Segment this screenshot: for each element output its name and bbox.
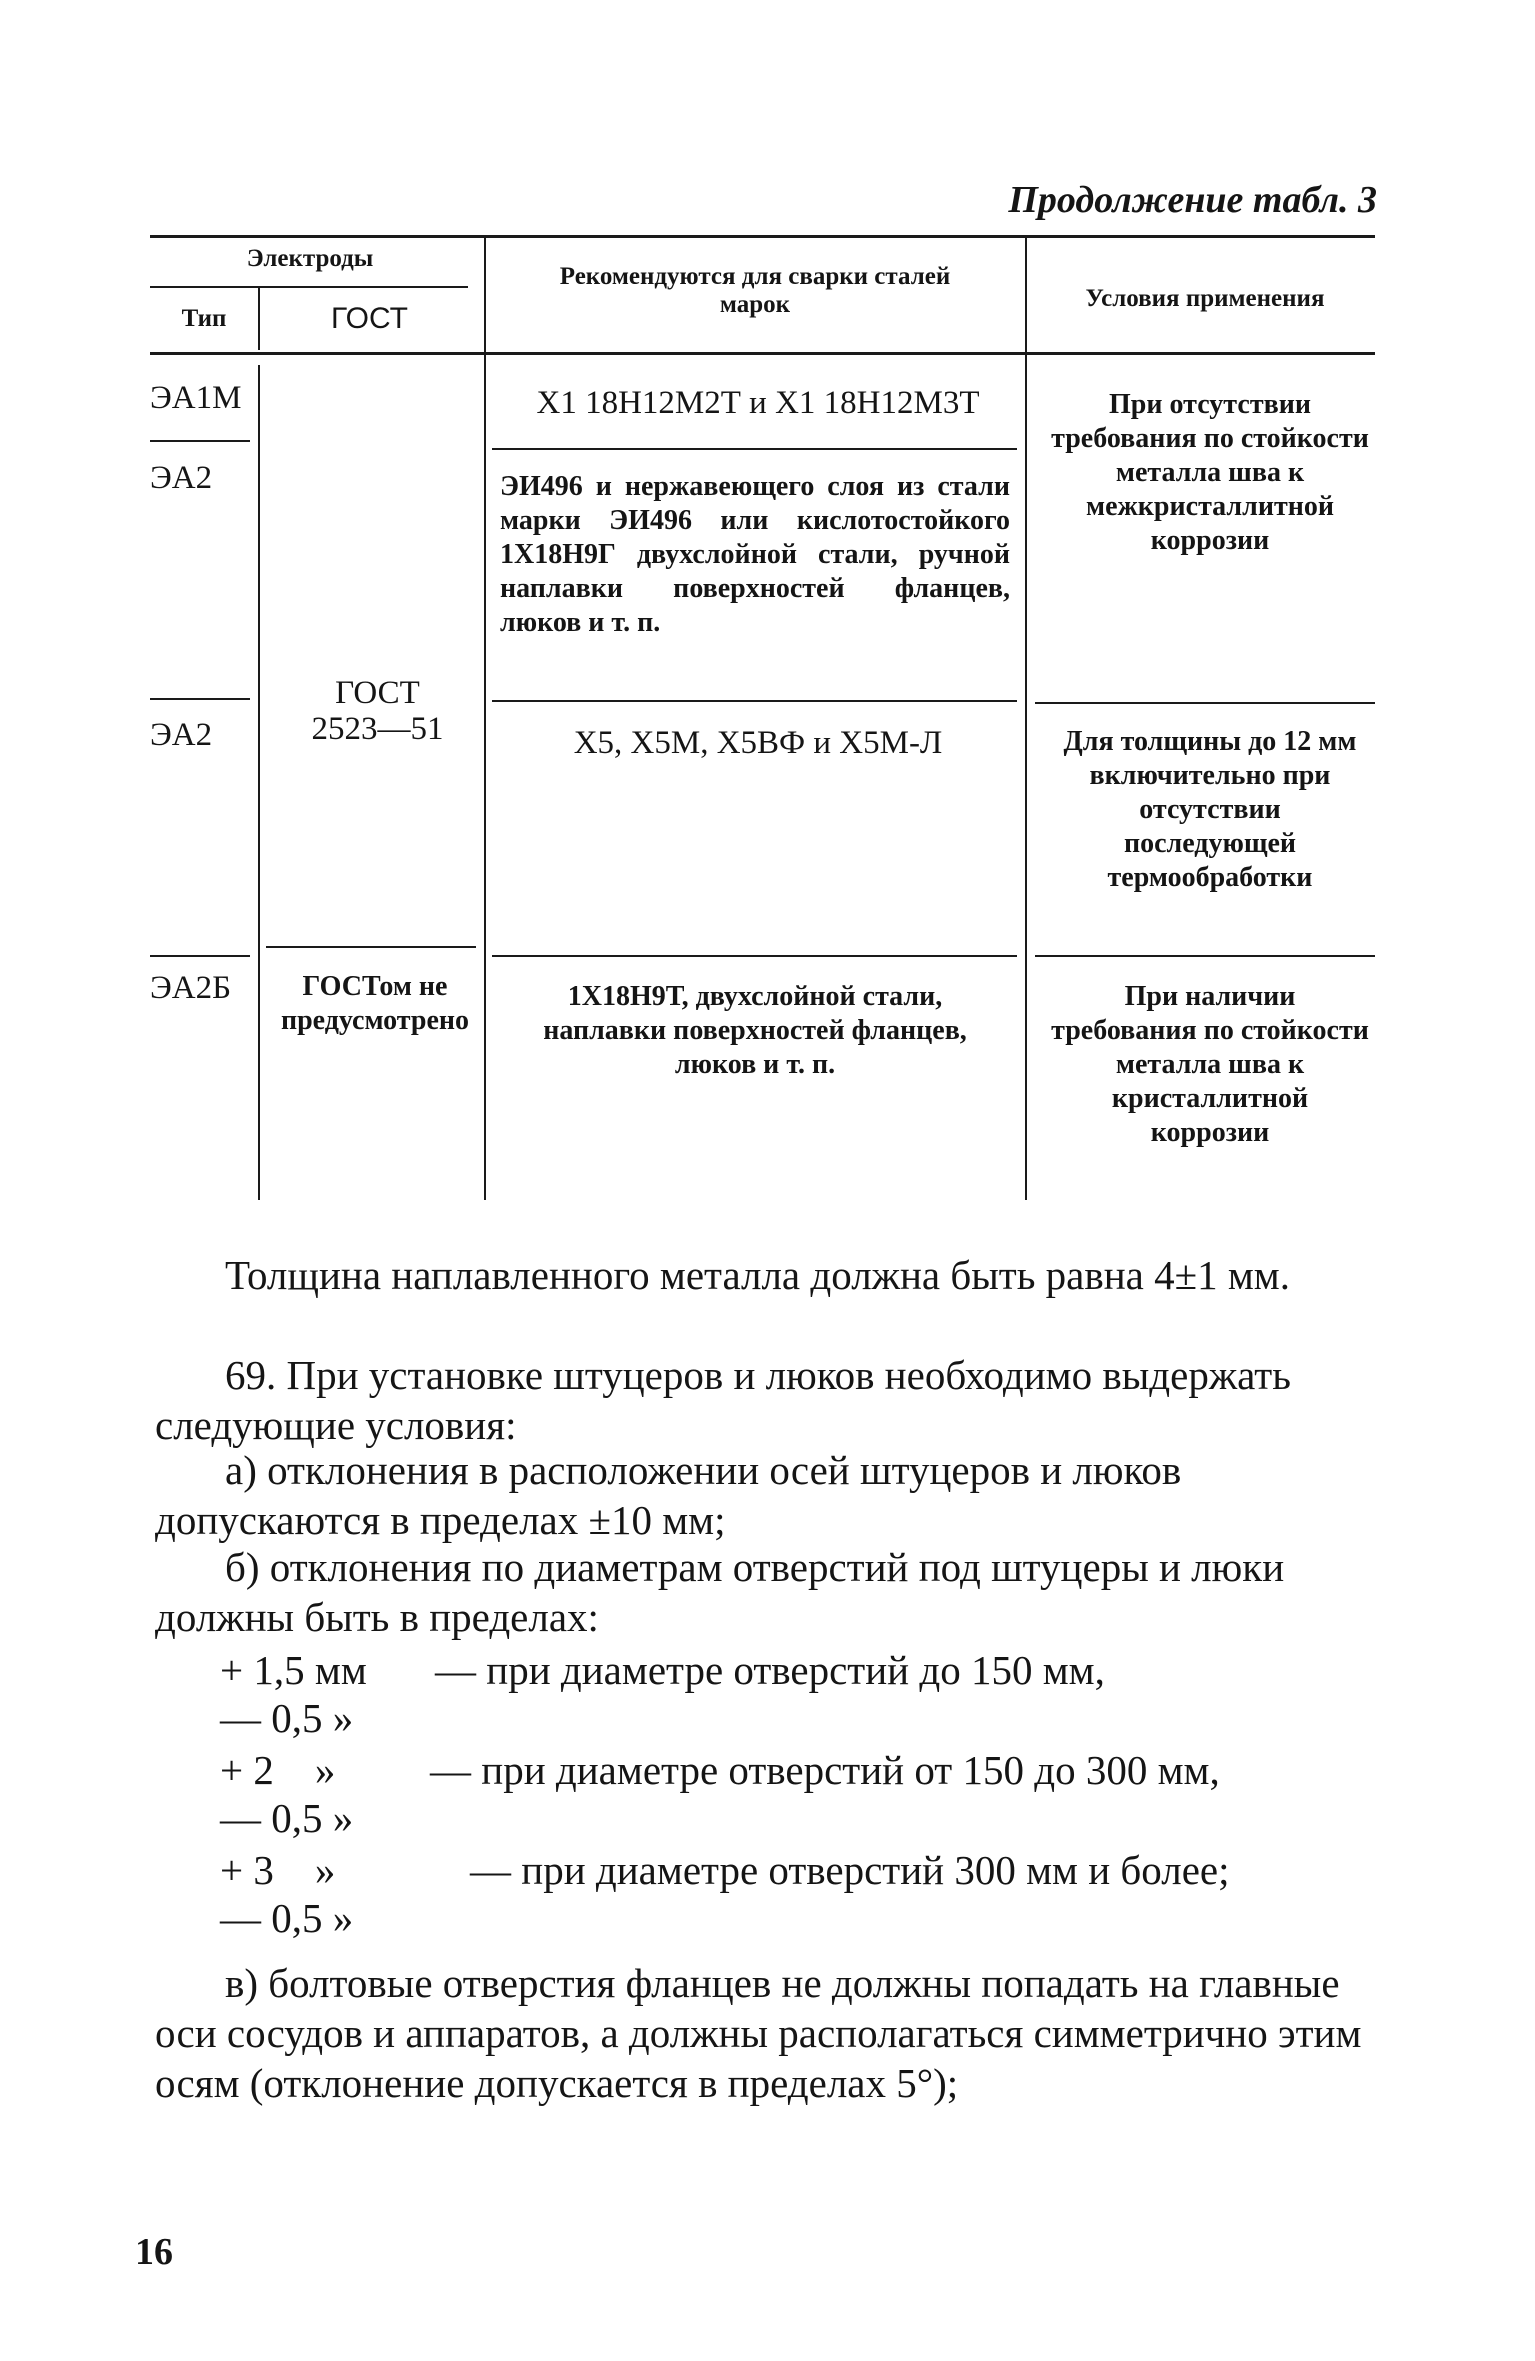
page-number: 16 xyxy=(135,2231,173,2273)
row-sep-rec-2 xyxy=(492,700,1017,702)
header-type: Тип xyxy=(181,305,227,332)
col-divider-type-gost xyxy=(258,365,260,1200)
table-caption: Продолжение табл. 3 xyxy=(1008,179,1377,221)
row4-conditions: При наличии требования по стойкости металла шва к кристаллитной коррозии xyxy=(1051,981,1369,1148)
row1-recommended: Х1 18Н12М2Т и Х1 18Н12М3Т xyxy=(536,385,980,421)
row2-type: ЭА2 xyxy=(150,460,213,496)
tol-3-text: — при диаметре отверстий 300 мм и более; xyxy=(470,1847,1230,1893)
header-conditions: Условия применения xyxy=(1085,285,1325,312)
row3-conditions: Для толщины до 12 мм включительно при отсутствии последующей термообработки xyxy=(1063,726,1357,893)
paragraph-69: 69. При установке штуцеров и люков необходимо выдержать следующие условия: xyxy=(155,1352,1291,1448)
tol-1-minus: — 0,5 » xyxy=(220,1695,354,1741)
row-sep-rec-1 xyxy=(492,448,1017,450)
row4-gost: ГОСТом не предусмотрено xyxy=(280,971,470,1036)
row4-recommended: 1Х18Н9Т, двухслойной стали, наплавки поверхностей фланцев, люков и т. п. xyxy=(543,981,967,1080)
paragraph-a: а) отклонения в расположении осей штуцеров и люков допускаются в пределах ±10 мм; xyxy=(155,1447,1182,1543)
tol-3-plus: + 3 » xyxy=(220,1847,336,1893)
table-top-rule xyxy=(150,235,1375,238)
col-divider-conditions xyxy=(1025,238,1027,1200)
row3-gost: ГОСТ 2523—51 xyxy=(311,675,444,747)
header-electrodes: Электроды xyxy=(246,245,374,272)
col-divider-type-gost-header xyxy=(258,288,260,350)
row-sep-type-2 xyxy=(150,698,250,700)
row4-type: ЭА2Б xyxy=(150,970,232,1006)
row-sep-gost-3 xyxy=(266,946,476,948)
tol-2-plus: + 2 » xyxy=(220,1747,336,1793)
header-recommended: Рекомендуются для сварки сталей марок xyxy=(559,263,951,318)
row3-recommended: Х5, Х5М, Х5ВФ и Х5М-Л xyxy=(573,725,943,761)
tol-1-plus: + 1,5 мм xyxy=(220,1647,367,1693)
row-sep-cond-3 xyxy=(1035,955,1375,957)
paragraph-v: в) болтовые отверстия фланцев не должны попадать на главные оси сосудов и аппаратов, а должны располагаться симметрично этим осям (отклонение допускается в пределах 5°); xyxy=(155,1960,1362,2106)
header-gost: ГОСТ xyxy=(331,302,408,335)
paragraph-thickness: Толщина наплавленного металла должна быть равна 4±1 мм. xyxy=(225,1252,1290,1298)
row2-recommended: ЭИ496 и нержавеющего слоя из стали марки ЭИ496 или кислотостойкого 1Х18Н9Г двухслойной стали, ручной наплавки поверхностей фланцев, люков и т. п. xyxy=(500,471,1010,638)
row-sep-type-1 xyxy=(150,440,250,442)
col-divider-recommended xyxy=(484,238,486,1200)
row-sep-rec-3 xyxy=(492,955,1017,957)
paragraph-b: б) отклонения по диаметрам отверстий под штуцеры и люки должны быть в пределах: xyxy=(155,1544,1285,1640)
row-sep-cond-2 xyxy=(1035,702,1375,704)
row3-type: ЭА2 xyxy=(150,717,213,753)
tol-1-text: — при диаметре отверстий до 150 мм, xyxy=(435,1647,1105,1693)
row-sep-type-3 xyxy=(150,955,250,957)
header-bottom-rule xyxy=(150,352,1375,355)
row1-type: ЭА1М xyxy=(150,380,242,416)
tol-3-minus: — 0,5 » xyxy=(220,1895,354,1941)
electrodes-subrule xyxy=(150,286,468,288)
row1-conditions: При отсутствии требования по стойкости металла шва к межкристаллитной коррозии xyxy=(1051,389,1369,556)
tol-2-text: — при диаметре отверстий от 150 до 300 мм, xyxy=(430,1747,1220,1793)
tol-2-minus: — 0,5 » xyxy=(220,1795,354,1841)
